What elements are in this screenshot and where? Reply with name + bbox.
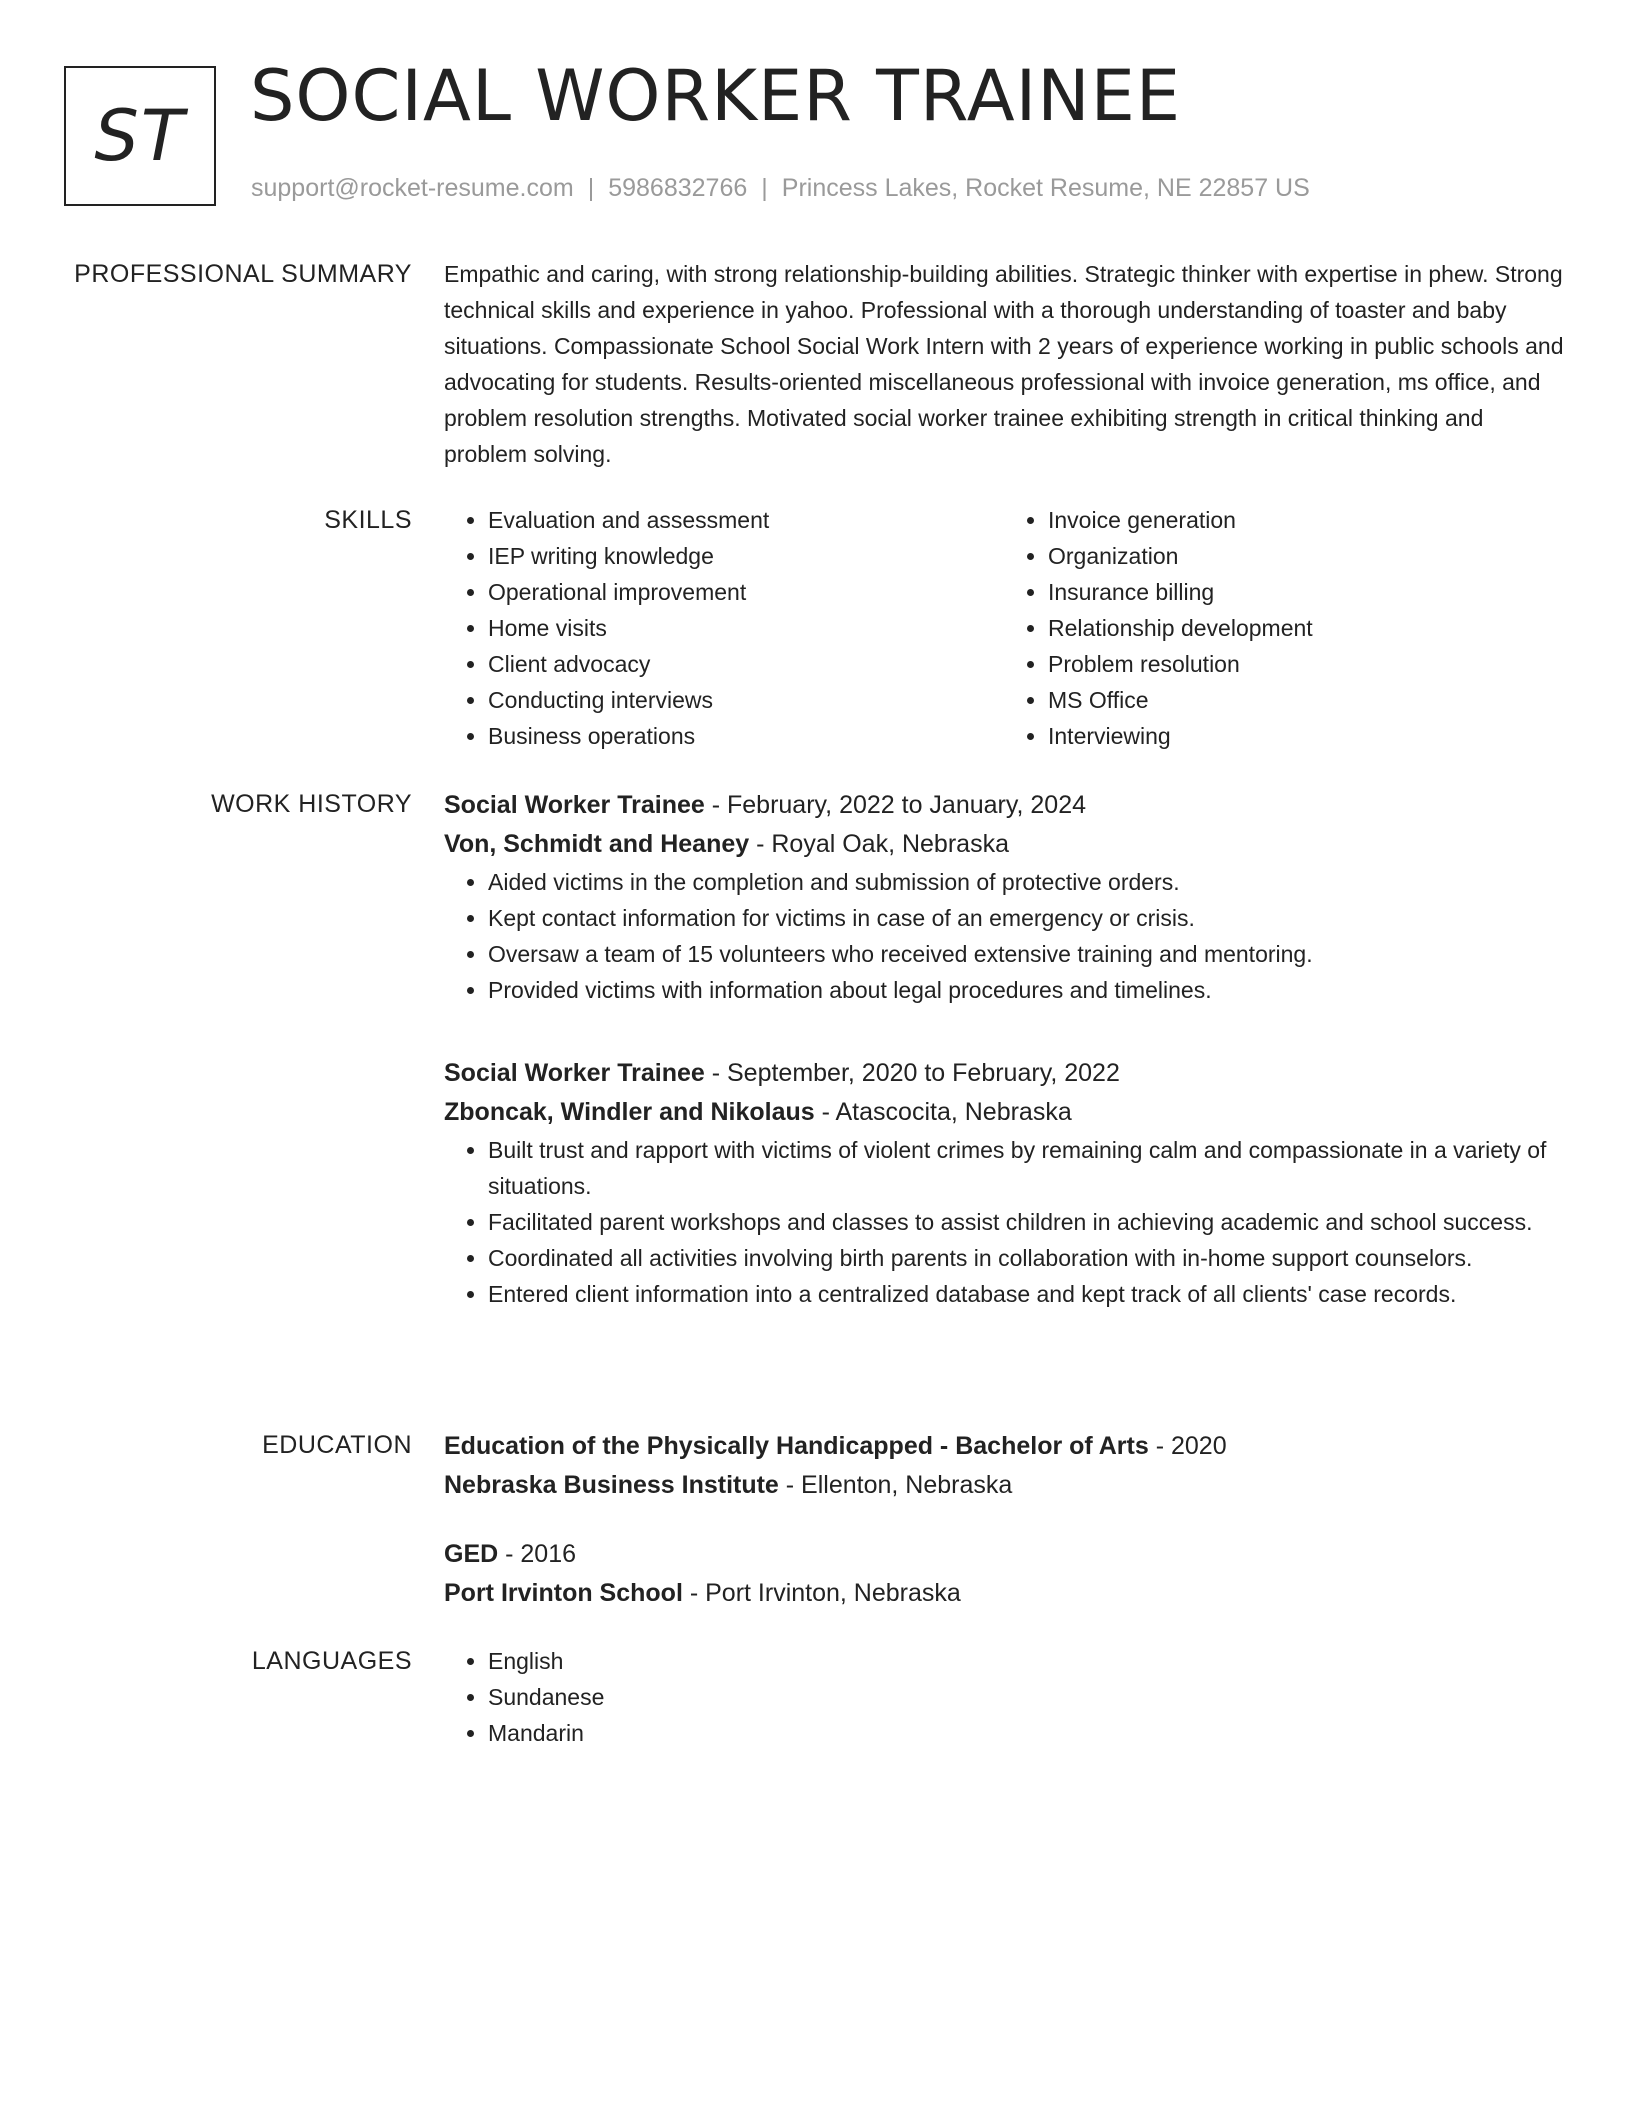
degree: GED	[444, 1540, 499, 1568]
skill-item: • Home visits	[488, 610, 1004, 646]
skills-list-left	[444, 502, 1004, 754]
summary-heading: PROFESSIONAL SUMMARY	[74, 260, 412, 288]
job-company-line	[444, 1092, 1564, 1132]
contact-address: Princess Lakes, Rocket Resume, NE 22857 US	[781, 174, 1310, 202]
skill-item: • Organization	[1048, 538, 1564, 574]
job-location: - Atascocita, Nebraska	[814, 1098, 1072, 1126]
skills-heading: SKILLS	[324, 506, 412, 534]
education-entry	[444, 1427, 1564, 1505]
job-entry	[444, 1054, 1564, 1312]
degree-line	[444, 1535, 1564, 1573]
skill-item: • Invoice generation	[1048, 502, 1564, 538]
education-entry	[444, 1535, 1564, 1613]
languages-list	[444, 1643, 1564, 1751]
degree-year: - 2016	[498, 1540, 577, 1568]
contact-phone: 5986832766	[608, 174, 748, 202]
skill-item: • IEP writing knowledge	[488, 538, 1004, 574]
skill-item: • Problem resolution	[1048, 646, 1564, 682]
candidate-name: SOCIAL WORKER TRAINEE	[250, 55, 1182, 137]
skill-item: • MS Office	[1048, 682, 1564, 718]
language-item: • Mandarin	[488, 1715, 1564, 1751]
skill-item: • Insurance billing	[1048, 574, 1564, 610]
job-duty: • Oversaw a team of 15 volunteers who received extensive training and mentoring.	[488, 936, 1564, 972]
job-duties	[444, 864, 1564, 1008]
job-duty: • Coordinated all activities involving birth parents in collaboration with in-home support counselors.	[488, 1240, 1564, 1276]
work-history-body-2	[444, 1054, 1564, 1312]
school-line	[444, 1573, 1564, 1613]
job-duty: • Built trust and rapport with victims of violent crimes by remaining calm and compassionate in a variety of situations.	[488, 1132, 1564, 1204]
contact-separator: |	[761, 174, 768, 202]
language-item: • Sundanese	[488, 1679, 1564, 1715]
language-item: • English	[488, 1643, 1564, 1679]
school-line	[444, 1465, 1564, 1505]
job-company: Zboncak, Windler and Nikolaus	[444, 1098, 815, 1126]
education-body-2	[444, 1535, 1564, 1613]
work-history-body	[444, 786, 1564, 1008]
monogram-initials: ST	[94, 95, 186, 177]
job-duties	[444, 1132, 1564, 1312]
skill-item: • Client advocacy	[488, 646, 1004, 682]
job-duty: • Entered client information into a centralized database and kept track of all clients' case records.	[488, 1276, 1564, 1312]
job-duty: • Provided victims with information about legal procedures and timelines.	[488, 972, 1564, 1008]
job-dates: - September, 2020 to February, 2022	[704, 1059, 1120, 1087]
skills-columns	[444, 502, 1564, 754]
degree: Education of the Physically Handicapped - Bachelor of Arts	[444, 1432, 1149, 1460]
contact-separator: |	[587, 174, 595, 202]
job-entry	[444, 786, 1564, 1008]
school: Nebraska Business Institute	[444, 1471, 779, 1499]
education-heading: EDUCATION	[262, 1431, 412, 1459]
skill-item: • Evaluation and assessment	[488, 502, 1004, 538]
languages-heading: LANGUAGES	[251, 1647, 412, 1675]
job-title-line	[444, 1054, 1564, 1092]
degree-line	[444, 1427, 1564, 1465]
skill-item: • Operational improvement	[488, 574, 1004, 610]
skills-list-right	[1004, 502, 1564, 754]
monogram-box	[64, 66, 216, 206]
skill-item: • Business operations	[488, 718, 1004, 754]
job-company-line	[444, 824, 1564, 864]
job-title: Social Worker Trainee	[444, 791, 705, 819]
skill-item: • Interviewing	[1048, 718, 1564, 754]
skills-body	[444, 502, 1564, 754]
school: Port Irvinton School	[444, 1579, 683, 1607]
job-dates: - February, 2022 to January, 2024	[704, 791, 1087, 819]
contact-email: support@rocket-resume.com	[251, 174, 574, 202]
contact-line	[251, 174, 1310, 203]
job-title: Social Worker Trainee	[444, 1059, 705, 1087]
school-location: - Port Irvinton, Nebraska	[682, 1579, 961, 1607]
education-body	[444, 1427, 1564, 1505]
summary-text: Empathic and caring, with strong relationship-building abilities. Strategic thinker with expertise in phew. Strong technical skills and experience in yahoo. Professional with a thorough understanding of toaster and baby situations. Compassionate School Social Work Intern with 2 years of experience working in public schools and advocating for students. Results-oriented miscellaneous professional with invoice generation, ms office, and problem resolution strengths. Motivated social worker trainee exhibiting strength in critical thinking and problem solving.	[444, 261, 1564, 467]
skill-item: • Conducting interviews	[488, 682, 1004, 718]
job-duty: • Facilitated parent workshops and classes to assist children in achieving academic and school success.	[488, 1204, 1564, 1240]
job-duty: • Kept contact information for victims in case of an emergency or crisis.	[488, 900, 1564, 936]
job-duty: • Aided victims in the completion and submission of protective orders.	[488, 864, 1564, 900]
skill-item: • Relationship development	[1048, 610, 1564, 646]
degree-year: - 2020	[1148, 1432, 1227, 1460]
job-company: Von, Schmidt and Heaney	[444, 830, 750, 858]
job-location: - Royal Oak, Nebraska	[749, 830, 1009, 858]
school-location: - Ellenton, Nebraska	[778, 1471, 1013, 1499]
languages-body	[444, 1643, 1564, 1751]
summary-body	[444, 256, 1564, 472]
work-history-heading: WORK HISTORY	[211, 790, 412, 818]
job-title-line	[444, 786, 1564, 824]
